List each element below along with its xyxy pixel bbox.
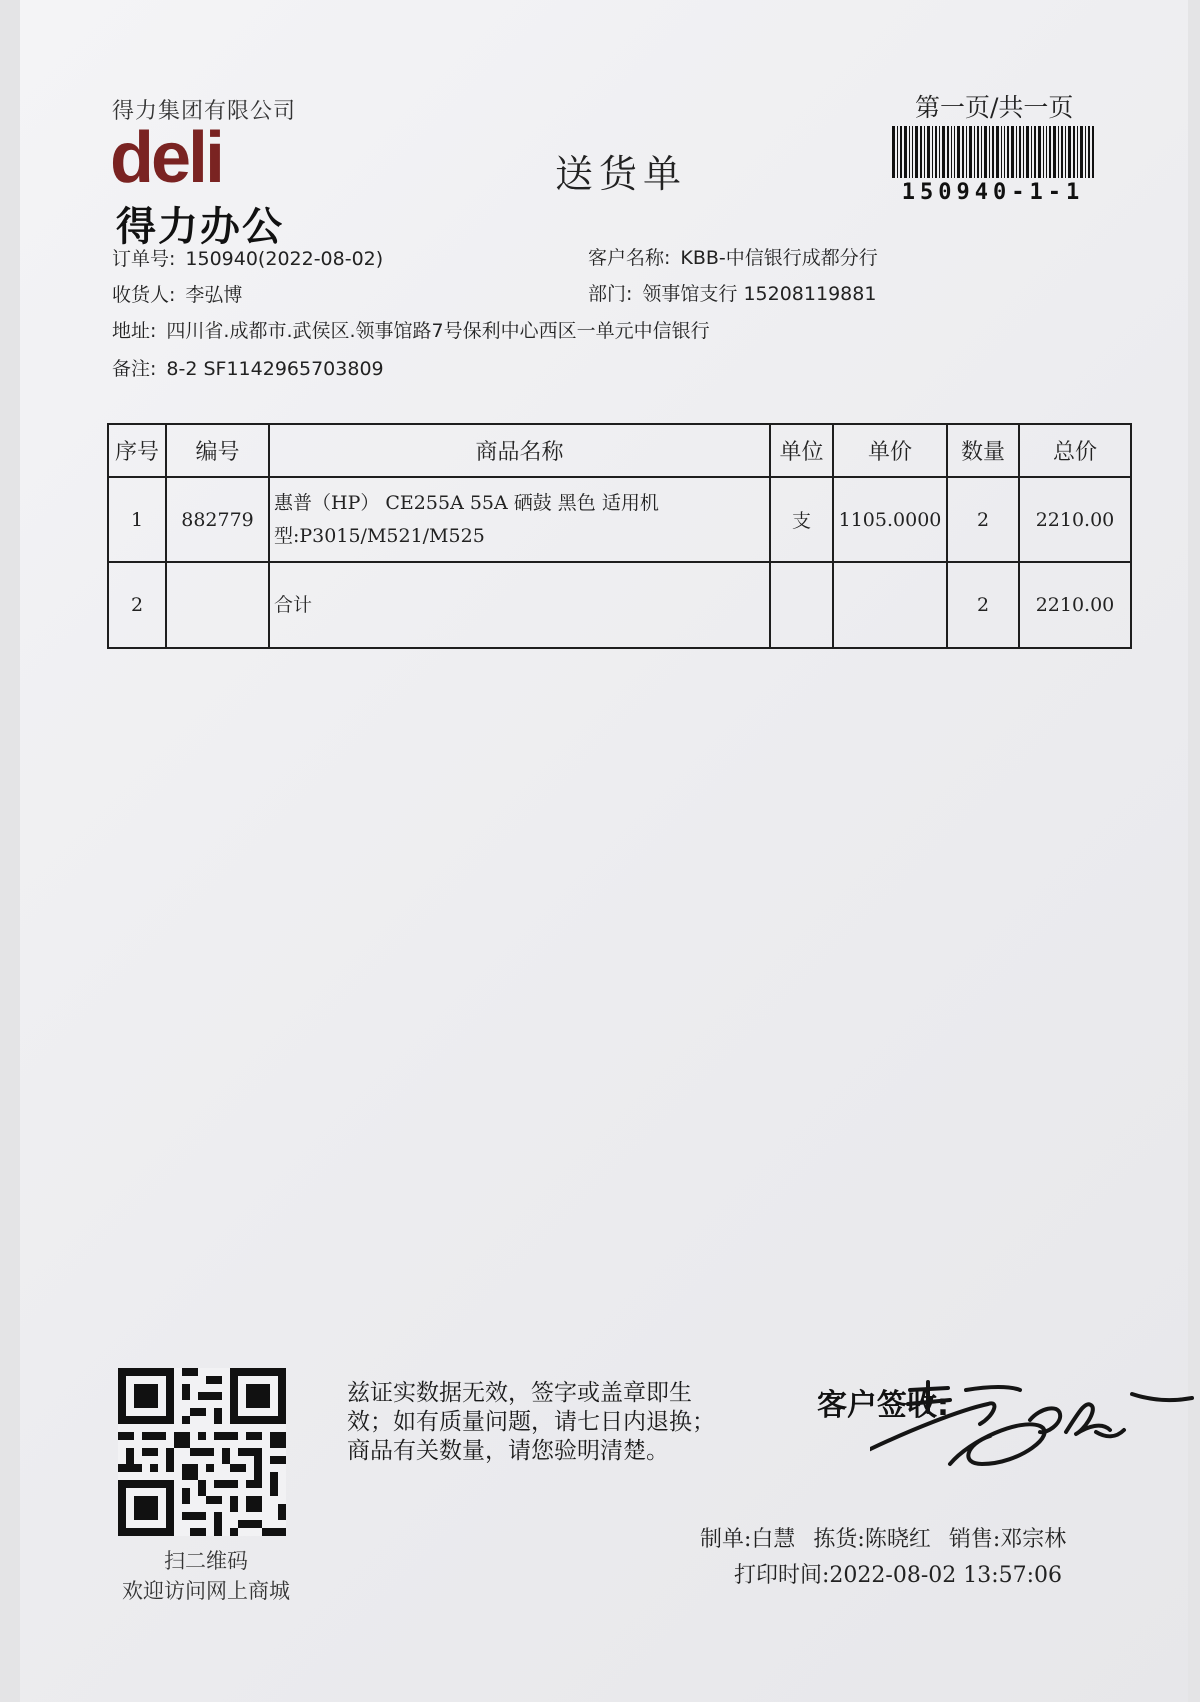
brand-cn-name: 得力办公 <box>116 204 284 250</box>
deli-logo <box>110 128 290 192</box>
cell-unit-price: 1105.0000 <box>833 477 947 562</box>
table-row <box>108 477 1131 562</box>
document-title: 送货单 <box>555 152 688 196</box>
cell-seq: 1 <box>108 477 166 562</box>
staff-picker: 拣货:陈晓红 <box>813 1527 931 1552</box>
table-row-summary <box>108 562 1131 648</box>
qr-code <box>118 1368 286 1536</box>
cell-total: 2210.00 <box>1019 477 1131 562</box>
cell-total: 2210.00 <box>1019 562 1131 648</box>
header-code: 编号 <box>166 424 269 477</box>
customer-signature <box>870 1360 1200 1480</box>
remark-label: 备注: <box>112 358 157 380</box>
address-label: 地址: <box>112 320 157 342</box>
cell-product-name <box>269 477 770 562</box>
cell-code <box>166 562 269 648</box>
address-value: 四川省.成都市.武侯区.领事馆路7号保利中心西区一单元中信银行 <box>166 320 710 342</box>
header-unit: 单位 <box>770 424 833 477</box>
cell-code: 882779 <box>166 477 269 562</box>
product-name-line1: 惠普（HP） CE255A 55A 硒鼓 黑色 适用机 <box>274 491 659 514</box>
print-time: 打印时间:2022-08-02 13:57:06 <box>734 1563 1063 1588</box>
delivery-note-paper <box>20 0 1188 1702</box>
header-unit-price: 单价 <box>833 424 947 477</box>
notice-line-3: 商品有关数量，请您验明清楚。 <box>347 1438 669 1464</box>
customer-name-line <box>588 243 878 270</box>
qr-caption-welcome: 欢迎访问网上商城 <box>122 1579 290 1603</box>
qr-caption-scan: 扫二维码 <box>164 1549 248 1573</box>
address-line <box>112 316 710 343</box>
company-name: 得力集团有限公司 <box>112 99 297 124</box>
department-value: 领事馆支行 15208119881 <box>642 283 877 305</box>
cell-seq: 2 <box>108 562 166 648</box>
department-line <box>588 279 876 306</box>
header-quantity: 数量 <box>947 424 1019 477</box>
notice-line-1: 兹证实数据无效，签字或盖章即生 <box>347 1380 692 1406</box>
customer-sign-label: 客户签收: <box>817 1388 949 1423</box>
header-total: 总价 <box>1019 424 1131 477</box>
receiver-label: 收货人: <box>112 284 176 306</box>
receiver-value: 李弘博 <box>185 284 243 306</box>
remark-value: 8-2 SF1142965703809 <box>166 358 384 380</box>
cell-quantity: 2 <box>947 562 1019 648</box>
cell-quantity: 2 <box>947 477 1019 562</box>
department-label: 部门: <box>588 283 633 305</box>
staff-maker: 制单:白慧 <box>700 1527 796 1552</box>
cell-product-name: 合计 <box>269 562 770 648</box>
order-number-value: 150940(2022-08-02) <box>185 248 384 270</box>
page-indicator: 第一页/共一页 <box>915 93 1074 122</box>
customer-name-label: 客户名称: <box>588 247 671 269</box>
notice-line-2: 效；如有质量问题，请七日内退换； <box>347 1409 715 1435</box>
barcode-number: 150940-1-1 <box>901 180 1085 205</box>
remark-line <box>112 354 384 381</box>
svg-text:deli: deli <box>110 128 223 192</box>
order-number-label: 订单号: <box>112 248 176 270</box>
customer-name-value: KBB-中信银行成都分行 <box>680 247 878 269</box>
cell-unit: 支 <box>770 477 833 562</box>
header-seq: 序号 <box>108 424 166 477</box>
cell-unit-price <box>833 562 947 648</box>
cell-unit <box>770 562 833 648</box>
header-product-name: 商品名称 <box>269 424 770 477</box>
barcode <box>892 126 1094 178</box>
staff-sales: 销售:邓宗林 <box>948 1527 1067 1552</box>
items-table <box>107 423 1132 649</box>
receiver-line <box>112 280 242 307</box>
staff-line <box>700 1522 1066 1553</box>
product-name-line2: 型:P3015/M521/M525 <box>274 524 485 547</box>
order-number-line <box>112 244 383 271</box>
table-header-row <box>108 424 1131 477</box>
